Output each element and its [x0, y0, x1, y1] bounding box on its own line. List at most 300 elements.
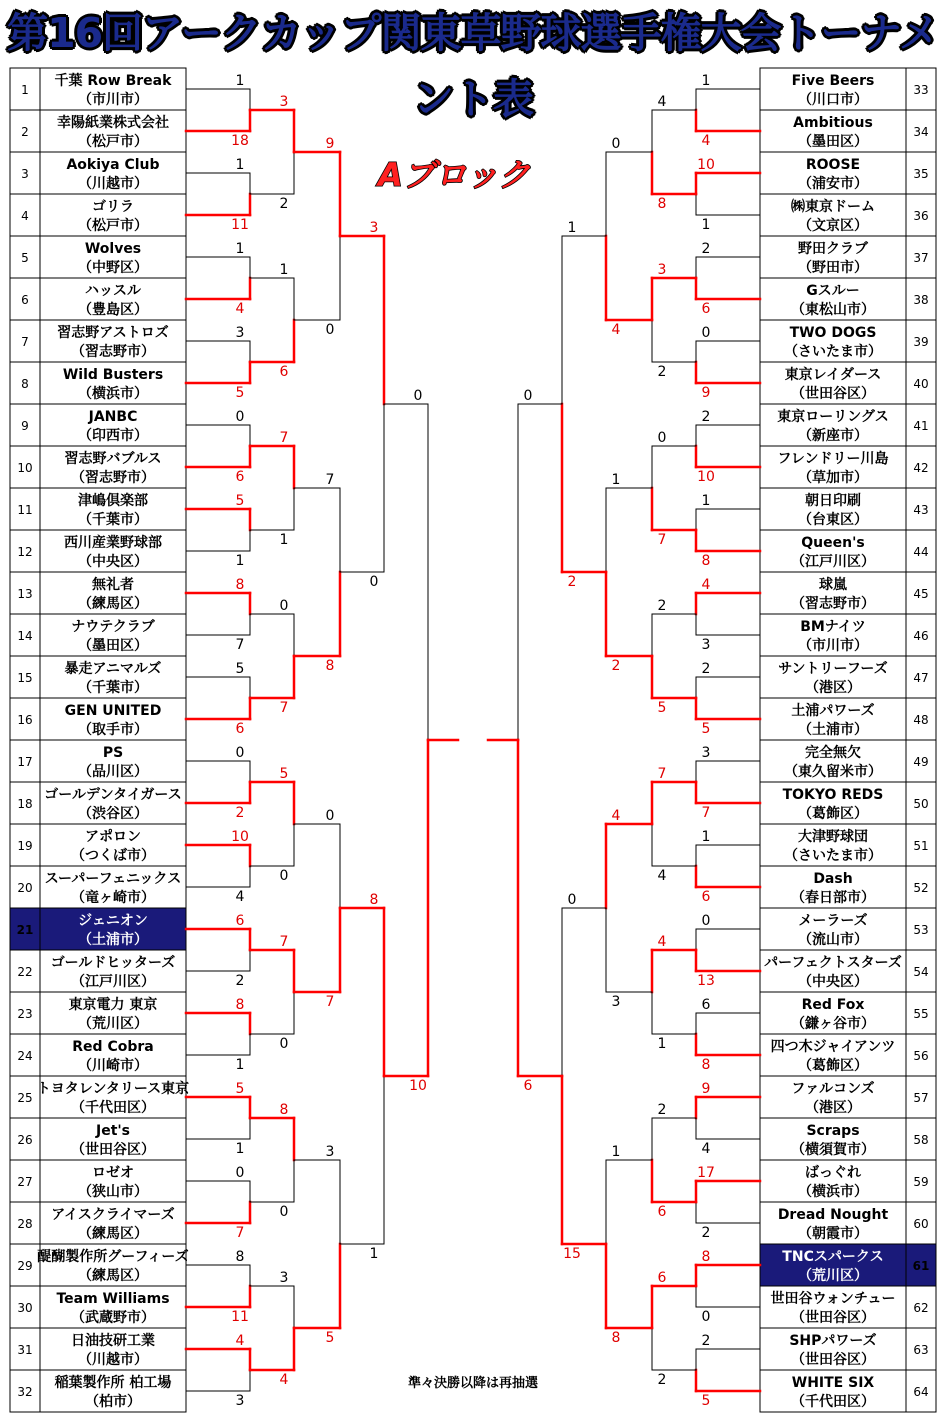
team-city: （浦安市）	[798, 176, 868, 192]
match-score: 3	[325, 1144, 335, 1160]
match-score: 7	[235, 637, 245, 653]
match-score: 3	[657, 262, 667, 278]
match-score: 1	[279, 262, 289, 278]
team-number: 14	[17, 629, 33, 643]
team-name: Dash	[813, 871, 853, 887]
team-city: （習志野市）	[791, 596, 875, 612]
team-name: 暴走アニマルズ	[64, 661, 162, 677]
team-number: 15	[17, 671, 33, 685]
match-score: 0	[235, 745, 245, 761]
team-number: 12	[17, 545, 33, 559]
team-name: 世田谷ウォンチュー	[770, 1291, 896, 1307]
team-number: 4	[21, 209, 29, 223]
team-city: （つくば市）	[71, 848, 155, 864]
team-number: 36	[913, 209, 929, 223]
match-score: 0	[611, 136, 621, 152]
team-number: 61	[912, 1259, 930, 1273]
team-name: Gスルー	[806, 283, 860, 299]
page-title: 第16回アークカップ関東草野球選手権大会トーナメント表	[7, 9, 939, 123]
team-city: （世田谷区）	[71, 1142, 155, 1158]
match-score: 7	[235, 1225, 245, 1241]
team-number: 63	[913, 1343, 929, 1357]
team-city: （川口市）	[798, 92, 868, 108]
match-score: 4	[657, 934, 667, 950]
match-score: 3	[279, 1270, 289, 1286]
match-score: 1	[235, 1057, 245, 1073]
team-city: （武蔵野市）	[71, 1310, 155, 1326]
match-score: 1	[701, 73, 711, 89]
match-score: 0	[235, 1165, 245, 1181]
team-number: 11	[17, 503, 33, 517]
match-score: 10	[697, 157, 715, 173]
match-score: 8	[701, 1249, 711, 1265]
match-score: 5	[235, 385, 245, 401]
match-score: 1	[279, 532, 289, 548]
team-number: 58	[913, 1133, 929, 1147]
team-city: （千代田区）	[791, 1394, 875, 1410]
team-name: ナウテクラブ	[71, 619, 155, 635]
team-number: 43	[913, 503, 929, 517]
team-city: （世田谷区）	[791, 386, 875, 402]
team-city: （千葉市）	[78, 512, 148, 528]
team-city: （狭山市）	[78, 1184, 148, 1200]
match-score: 6	[235, 469, 245, 485]
match-score: 6	[235, 721, 245, 737]
team-number: 10	[17, 461, 33, 475]
match-score: 17	[697, 1165, 715, 1181]
match-score: 6	[279, 364, 289, 380]
team-city: （中野区）	[78, 260, 148, 276]
team-number: 20	[17, 881, 33, 895]
team-number: 37	[913, 251, 929, 265]
team-number: 3	[21, 167, 29, 181]
match-score: 3	[279, 94, 289, 110]
team-number: 35	[913, 167, 929, 181]
team-number: 39	[913, 335, 929, 349]
team-number: 18	[17, 797, 33, 811]
match-score: 7	[279, 934, 289, 950]
team-number: 24	[17, 1049, 33, 1063]
match-score: 1	[235, 241, 245, 257]
team-city: （土浦市）	[798, 722, 868, 738]
team-name: 幸陽紙業株式会社	[57, 115, 169, 131]
team-number: 50	[913, 797, 929, 811]
match-score: 0	[235, 409, 245, 425]
team-city: （鎌ヶ谷市）	[791, 1016, 875, 1032]
match-score: 2	[567, 574, 577, 590]
team-name: 千葉 Row Break	[54, 73, 172, 89]
team-name: 大津野球団	[798, 829, 868, 845]
team-number: 46	[913, 629, 929, 643]
team-name: 東京電力 東京	[68, 997, 158, 1013]
team-city: （竜ヶ崎市）	[71, 890, 155, 906]
team-name: 無礼者	[92, 577, 134, 593]
team-city: （柏市）	[85, 1394, 141, 1410]
team-number: 5	[21, 251, 29, 265]
team-name: ばっぐれ	[805, 1165, 861, 1181]
match-score: 0	[701, 325, 711, 341]
match-score: 4	[279, 1372, 289, 1388]
match-score: 4	[701, 577, 711, 593]
team-name: 東京ローリングス	[777, 409, 889, 425]
team-name: Red Fox	[801, 997, 865, 1013]
team-name: 津嶋倶楽部	[78, 493, 148, 509]
team-name: 朝日印刷	[805, 493, 861, 509]
match-score: 7	[657, 532, 667, 548]
team-name: 完全無欠	[805, 745, 861, 761]
match-score: 9	[325, 136, 335, 152]
match-score: 4	[701, 1141, 711, 1157]
team-city: （草加市）	[798, 470, 868, 486]
team-name: Wolves	[84, 241, 142, 257]
team-city: （葛飾区）	[798, 1058, 868, 1074]
team-city: （練馬区）	[78, 1268, 148, 1284]
match-score: 8	[325, 658, 335, 674]
team-name: ジェニオン	[78, 913, 148, 929]
match-score: 4	[235, 889, 245, 905]
team-name: Aokiya Club	[66, 157, 160, 173]
team-number: 16	[17, 713, 33, 727]
match-score: 4	[701, 133, 711, 149]
team-number: 49	[913, 755, 929, 769]
team-city: （墨田区）	[78, 638, 148, 654]
team-name: ゴリラ	[92, 199, 134, 215]
team-city: （取手市）	[78, 722, 148, 738]
team-city: （市川市）	[78, 92, 148, 108]
match-score: 5	[235, 493, 245, 509]
team-name: TOKYO REDS	[782, 787, 884, 803]
team-city: （台東区）	[798, 512, 868, 528]
team-name: Team Williams	[56, 1291, 170, 1307]
team-city: （野田市）	[798, 260, 868, 276]
match-score: 9	[701, 385, 711, 401]
match-score: 0	[701, 1309, 711, 1325]
team-number: 9	[21, 419, 29, 433]
team-number: 28	[17, 1217, 33, 1231]
team-number: 60	[913, 1217, 929, 1231]
team-city: （千葉市）	[78, 680, 148, 696]
redraw-note: 準々決勝以降は再抽選	[407, 1376, 539, 1391]
match-score: 3	[611, 994, 621, 1010]
team-name: GEN UNITED	[64, 703, 162, 719]
match-score: 0	[279, 868, 289, 884]
team-city: （土浦市）	[78, 932, 148, 948]
team-number: 52	[913, 881, 929, 895]
match-score: 10	[409, 1078, 427, 1094]
match-score: 5	[657, 700, 667, 716]
team-city: （荒川区）	[798, 1268, 868, 1284]
team-number: 27	[17, 1175, 33, 1189]
team-name: Scraps	[806, 1123, 860, 1139]
team-name: 習志野バブルス	[64, 451, 162, 467]
team-number: 41	[913, 419, 929, 433]
team-city: （横浜市）	[78, 386, 148, 402]
match-score: 1	[235, 553, 245, 569]
match-score: 2	[701, 241, 711, 257]
team-number: 7	[21, 335, 29, 349]
team-number: 42	[913, 461, 929, 475]
team-number: 55	[913, 1007, 929, 1021]
team-number: 6	[21, 293, 29, 307]
team-name: TWO DOGS	[789, 325, 877, 341]
match-score: 0	[369, 574, 379, 590]
match-score: 6	[523, 1078, 533, 1094]
match-score: 0	[279, 1036, 289, 1052]
match-score: 8	[279, 1102, 289, 1118]
team-name: 西川産業野球部	[64, 535, 162, 551]
team-city: （横浜市）	[798, 1184, 868, 1200]
team-city: （文京区）	[798, 218, 868, 234]
team-city: （さいたま市）	[784, 848, 882, 864]
match-score: 1	[235, 1141, 245, 1157]
match-score: 7	[701, 805, 711, 821]
team-city: （千代田区）	[71, 1100, 155, 1116]
team-name: WHITE SIX	[791, 1375, 875, 1391]
team-name: ゴールデンタイガース	[44, 787, 182, 803]
match-score: 8	[701, 1057, 711, 1073]
match-score: 11	[231, 1309, 249, 1325]
team-name: SHPパワーズ	[789, 1333, 877, 1349]
team-city: （東久留米市）	[784, 764, 882, 780]
match-score: 10	[697, 469, 715, 485]
team-name: パーフェクトスターズ	[764, 955, 902, 971]
match-score: 18	[231, 133, 249, 149]
team-number: 23	[17, 1007, 33, 1021]
match-score: 0	[657, 430, 667, 446]
match-score: 5	[325, 1330, 335, 1346]
team-city: （印西市）	[78, 428, 148, 444]
match-score: 0	[279, 598, 289, 614]
match-score: 1	[235, 73, 245, 89]
match-score: 15	[563, 1246, 581, 1262]
team-name: 稲葉製作所 柏工場	[54, 1375, 172, 1391]
match-score: 7	[279, 700, 289, 716]
match-score: 8	[611, 1330, 621, 1346]
match-score: 1	[369, 1246, 379, 1262]
team-name: アイスクライマーズ	[51, 1207, 175, 1223]
team-city: （渋谷区）	[78, 806, 148, 822]
team-name: 醍醐製作所グーフィーズ	[37, 1249, 189, 1265]
team-city: （中央区）	[78, 554, 148, 570]
team-city: （練馬区）	[78, 1226, 148, 1242]
match-score: 0	[701, 913, 711, 929]
team-number: 54	[913, 965, 929, 979]
team-name: メーラーズ	[798, 913, 868, 929]
team-city: （葛飾区）	[798, 806, 868, 822]
match-score: 0	[413, 388, 423, 404]
team-name: サントリーフーズ	[778, 661, 888, 677]
match-score: 2	[657, 1102, 667, 1118]
team-number: 59	[913, 1175, 929, 1189]
team-number: 21	[16, 923, 34, 937]
team-name: Queen's	[801, 535, 865, 551]
block-label: Aブロック	[378, 156, 531, 194]
team-name: Ambitious	[793, 115, 873, 131]
match-score: 2	[279, 196, 289, 212]
match-score: 8	[701, 553, 711, 569]
match-score: 6	[235, 913, 245, 929]
team-city: （江戸川区）	[791, 554, 875, 570]
team-name: トヨタレンタリース東京	[36, 1081, 190, 1097]
team-name: 習志野アストロズ	[57, 325, 169, 341]
team-number: 45	[913, 587, 929, 601]
team-city: （習志野市）	[71, 344, 155, 360]
match-score: 6	[701, 889, 711, 905]
team-city: （春日部市）	[791, 890, 875, 906]
team-city: （東松山市）	[791, 302, 875, 318]
match-score: 2	[657, 598, 667, 614]
team-city: （市川市）	[798, 638, 868, 654]
team-city: （松戸市）	[78, 218, 148, 234]
team-city: （松戸市）	[78, 134, 148, 150]
team-name: アポロン	[85, 829, 141, 845]
team-name: TNCスパークス	[782, 1249, 884, 1265]
team-name: 土浦パワーズ	[791, 703, 875, 719]
team-number: 53	[913, 923, 929, 937]
team-city: （さいたま市）	[784, 344, 882, 360]
team-city: （港区）	[805, 680, 861, 696]
team-city: （中央区）	[798, 974, 868, 990]
match-score: 7	[325, 472, 335, 488]
team-name: ゴールドヒッターズ	[50, 955, 176, 971]
match-score: 8	[369, 892, 379, 908]
match-score: 0	[325, 808, 335, 824]
team-name: ROOSE	[805, 157, 861, 173]
team-number: 2	[21, 125, 29, 139]
team-city: （横須賀市）	[791, 1142, 875, 1158]
team-name: Jet's	[95, 1123, 131, 1139]
match-score: 9	[701, 1081, 711, 1097]
match-score: 8	[235, 997, 245, 1013]
team-city: （川越市）	[78, 176, 148, 192]
team-city: （品川区）	[78, 764, 148, 780]
team-name: ハッスル	[85, 283, 141, 299]
match-score: 3	[235, 325, 245, 341]
team-number: 64	[913, 1385, 929, 1399]
match-score: 2	[657, 364, 667, 380]
match-score: 1	[235, 157, 245, 173]
match-score: 1	[611, 1144, 621, 1160]
match-score: 5	[235, 661, 245, 677]
team-name: ロゼオ	[92, 1165, 134, 1181]
match-score: 10	[231, 829, 249, 845]
team-name: BMナイツ	[800, 619, 866, 635]
team-number: 47	[913, 671, 929, 685]
team-name: Wild Busters	[62, 367, 164, 383]
match-score: 5	[701, 721, 711, 737]
team-number: 17	[17, 755, 33, 769]
match-score: 4	[611, 322, 621, 338]
match-score: 0	[325, 322, 335, 338]
match-score: 2	[701, 1333, 711, 1349]
team-number: 31	[17, 1343, 33, 1357]
match-score: 0	[279, 1204, 289, 1220]
team-number: 44	[913, 545, 929, 559]
team-name: JANBC	[88, 409, 138, 425]
match-score: 3	[701, 637, 711, 653]
team-number: 13	[17, 587, 33, 601]
match-score: 4	[657, 868, 667, 884]
team-city: （世田谷区）	[791, 1352, 875, 1368]
team-city: （墨田区）	[798, 134, 868, 150]
match-score: 2	[611, 658, 621, 674]
team-name: フレンドリー川島	[777, 451, 889, 467]
match-score: 6	[701, 997, 711, 1013]
team-name: スーパーフェニックス	[44, 871, 182, 887]
team-city: （朝霞市）	[798, 1226, 868, 1242]
team-name: Red Cobra	[72, 1039, 154, 1055]
match-score: 8	[235, 1249, 245, 1265]
match-score: 4	[611, 808, 621, 824]
team-name: 東京レイダース	[784, 367, 882, 383]
match-score: 11	[231, 217, 249, 233]
match-score: 2	[701, 1225, 711, 1241]
team-city: （川越市）	[78, 1352, 148, 1368]
match-score: 1	[611, 472, 621, 488]
match-score: 4	[657, 94, 667, 110]
match-score: 8	[235, 577, 245, 593]
team-number: 48	[913, 713, 929, 727]
team-name: PS	[102, 745, 124, 761]
team-number: 34	[913, 125, 929, 139]
team-city: （江戸川区）	[71, 974, 155, 990]
match-score: 0	[523, 388, 533, 404]
match-score: 2	[235, 805, 245, 821]
match-score: 13	[697, 973, 715, 989]
team-number: 29	[17, 1259, 33, 1273]
match-score: 0	[567, 892, 577, 908]
match-score: 3	[235, 1393, 245, 1409]
team-number: 1	[21, 83, 29, 97]
team-name: 野田クラブ	[798, 241, 868, 257]
team-number: 51	[913, 839, 929, 853]
match-score: 1	[701, 217, 711, 233]
team-city: （川崎市）	[78, 1058, 148, 1074]
team-number: 30	[17, 1301, 33, 1315]
match-score: 3	[369, 220, 379, 236]
match-score: 1	[701, 493, 711, 509]
team-number: 22	[17, 965, 33, 979]
match-score: 5	[701, 1393, 711, 1409]
match-score: 2	[235, 973, 245, 989]
match-score: 7	[279, 430, 289, 446]
team-city: （習志野市）	[71, 470, 155, 486]
team-city: （新座市）	[798, 428, 868, 444]
team-number: 8	[21, 377, 29, 391]
match-score: 7	[657, 766, 667, 782]
team-name: ファルコンズ	[791, 1081, 875, 1097]
team-name: ㈱東京ドーム	[791, 199, 875, 215]
team-number: 62	[913, 1301, 929, 1315]
team-city: （豊島区）	[78, 302, 148, 318]
team-city: （港区）	[805, 1100, 861, 1116]
match-score: 1	[567, 220, 577, 236]
team-number: 25	[17, 1091, 33, 1105]
match-score: 6	[657, 1270, 667, 1286]
team-name: Dread Nought	[777, 1207, 889, 1223]
team-name: 日油技研工業	[71, 1333, 155, 1349]
match-score: 1	[657, 1036, 667, 1052]
team-number: 33	[913, 83, 929, 97]
team-city: （世田谷区）	[791, 1310, 875, 1326]
match-score: 2	[701, 409, 711, 425]
match-score: 5	[279, 766, 289, 782]
team-name: Five Beers	[791, 73, 875, 89]
match-score: 3	[701, 745, 711, 761]
match-score: 5	[235, 1081, 245, 1097]
team-number: 38	[913, 293, 929, 307]
match-score: 6	[701, 301, 711, 317]
